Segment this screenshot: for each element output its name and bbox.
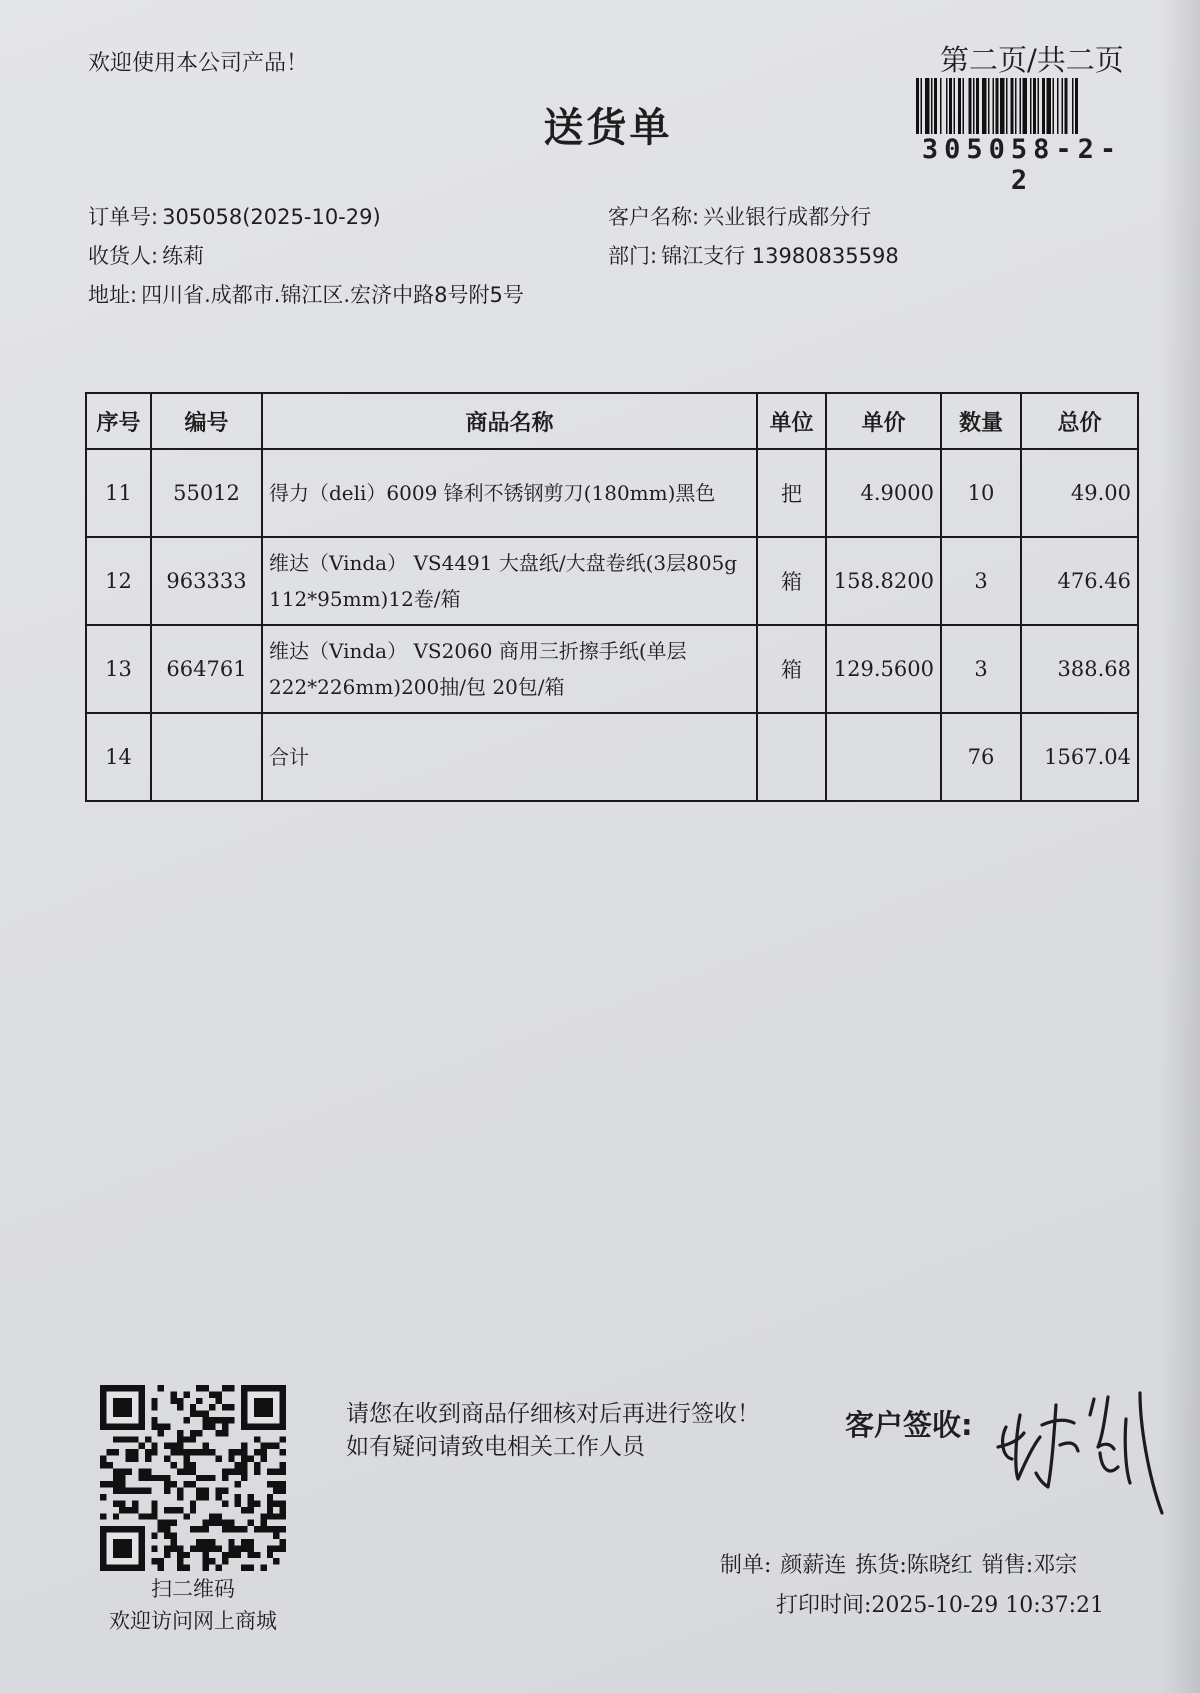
col-header-code: 编号 bbox=[151, 393, 262, 449]
cell-code: 664761 bbox=[151, 625, 262, 713]
cell-qty: 10 bbox=[941, 449, 1021, 537]
cell-total: 1567.04 bbox=[1021, 713, 1138, 801]
cell-price: 158.8200 bbox=[826, 537, 941, 625]
qr-caption-scan: 扫二维码 bbox=[151, 1577, 235, 1601]
cell-total: 388.68 bbox=[1021, 625, 1138, 713]
handwritten-signature bbox=[990, 1375, 1170, 1525]
cell-seq: 14 bbox=[86, 713, 151, 801]
document-title: 送货单 bbox=[543, 105, 673, 151]
barcode-number: 305058-2-2 bbox=[921, 134, 1123, 196]
cell-qty: 3 bbox=[941, 625, 1021, 713]
department-value: 锦江支行 13980835598 bbox=[661, 244, 899, 268]
cell-price bbox=[826, 713, 941, 801]
cell-price: 4.9000 bbox=[826, 449, 941, 537]
cell-seq: 12 bbox=[86, 537, 151, 625]
cell-qty: 3 bbox=[941, 537, 1021, 625]
department bbox=[608, 240, 899, 270]
order-number-label: 订单号: bbox=[88, 205, 159, 229]
cell-total: 476.46 bbox=[1021, 537, 1138, 625]
cell-unit: 箱 bbox=[757, 625, 826, 713]
receiver-value: 练莉 bbox=[162, 244, 205, 268]
qr-caption-shop: 欢迎访问网上商城 bbox=[109, 1609, 277, 1633]
cell-code bbox=[151, 713, 262, 801]
col-header-name: 商品名称 bbox=[262, 393, 757, 449]
cell-unit bbox=[757, 713, 826, 801]
col-header-price: 单价 bbox=[826, 393, 941, 449]
col-header-qty: 数量 bbox=[941, 393, 1021, 449]
cell-qty: 76 bbox=[941, 713, 1021, 801]
cell-unit: 把 bbox=[757, 449, 826, 537]
table-row-total bbox=[86, 713, 1138, 801]
order-number bbox=[88, 201, 381, 231]
cell-unit: 箱 bbox=[757, 537, 826, 625]
customer-name-label: 客户名称: bbox=[608, 205, 700, 229]
receipt-notice: 请您在收到商品仔细核对后再进行签收！如有疑问请致电相关工作人员 bbox=[346, 1401, 760, 1460]
address-label: 地址: bbox=[88, 283, 138, 307]
cell-name: 得力（deli）6009 锋利不锈钢剪刀(180mm)黑色 bbox=[262, 449, 757, 537]
address-value: 四川省.成都市.锦江区.宏济中路8号附5号 bbox=[141, 283, 524, 307]
col-header-total: 总价 bbox=[1021, 393, 1138, 449]
staff-line: 制单: 颜薪连 拣货:陈晓红 销售:邓宗 bbox=[720, 1553, 1078, 1578]
items-table bbox=[85, 392, 1139, 802]
cell-name: 维达（Vinda） VS4491 大盘纸/大盘卷纸(3层805g 112*95mm)12卷/箱 bbox=[262, 537, 757, 625]
welcome-text: 欢迎使用本公司产品！ bbox=[88, 51, 309, 76]
customer-signature-label: 客户签收: bbox=[845, 1408, 973, 1442]
cell-seq: 13 bbox=[86, 625, 151, 713]
cell-code: 55012 bbox=[151, 449, 262, 537]
page-indicator: 第二页/共二页 bbox=[940, 43, 1124, 77]
address bbox=[88, 279, 524, 309]
col-header-unit: 单位 bbox=[757, 393, 826, 449]
receiver-label: 收货人: bbox=[88, 244, 159, 268]
table-row bbox=[86, 449, 1138, 537]
customer-name bbox=[608, 201, 871, 231]
col-header-seq: 序号 bbox=[86, 393, 151, 449]
table-row bbox=[86, 537, 1138, 625]
cell-price: 129.5600 bbox=[826, 625, 941, 713]
cell-seq: 11 bbox=[86, 449, 151, 537]
department-label: 部门: bbox=[608, 244, 658, 268]
customer-name-value: 兴业银行成都分行 bbox=[703, 205, 872, 229]
cell-code: 963333 bbox=[151, 537, 262, 625]
table-header-row bbox=[86, 393, 1138, 449]
cell-total: 49.00 bbox=[1021, 449, 1138, 537]
table-row bbox=[86, 625, 1138, 713]
cell-name: 合计 bbox=[262, 713, 757, 801]
qr-code-image bbox=[100, 1385, 286, 1571]
cell-name: 维达（Vinda） VS2060 商用三折擦手纸(单层 222*226mm)200抽/包 20包/箱 bbox=[262, 625, 757, 713]
print-time: 打印时间:2025-10-29 10:37:21 bbox=[776, 1593, 1105, 1618]
receiver bbox=[88, 240, 204, 270]
order-number-value: 305058(2025-10-29) bbox=[162, 205, 381, 229]
